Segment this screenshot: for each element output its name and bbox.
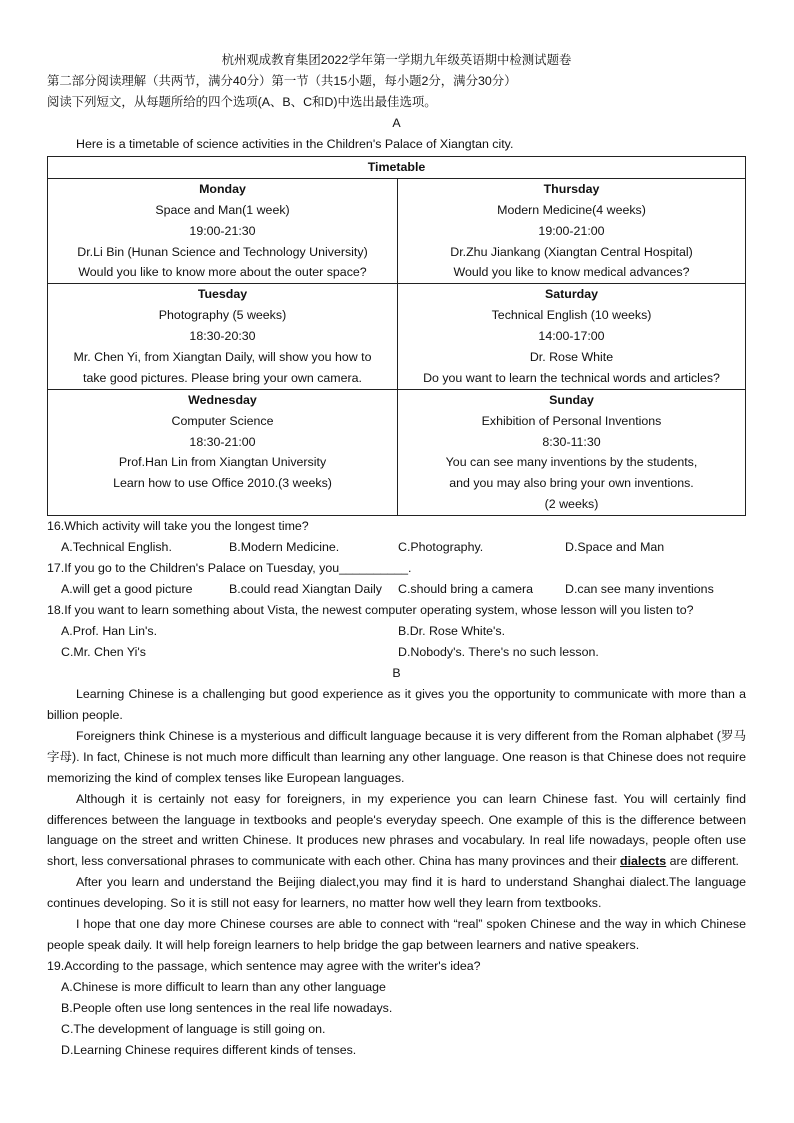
paragraph: Learning Chinese is a challenging but good experience as it gives you the opportunity to communicate with more than a billion people. xyxy=(47,687,746,723)
timetable-row xyxy=(48,178,746,283)
course-time: 18:30-20:30 xyxy=(189,329,256,344)
cell-monday xyxy=(48,178,398,283)
course-title: Space and Man(1 week) xyxy=(155,202,290,217)
option-a: A.Prof. Han Lin's. xyxy=(61,624,158,639)
passage-a-intro: Here is a timetable of science activities in the Children's Palace of Xiangtan city. xyxy=(76,137,514,151)
question-18-stem: 18.If you want to learn something about Vista, the newest computer operating system, whose lesson will you listen to? xyxy=(47,603,694,618)
cell-wednesday xyxy=(48,389,398,515)
option-b: B.People often use long sentences in the real life nowadays. xyxy=(61,1000,393,1015)
paragraph xyxy=(47,789,746,873)
option-b: B.could read Xiangtan Daily xyxy=(229,582,382,597)
day-name: Thursday xyxy=(543,181,600,196)
course-teacher: Dr.Li Bin (Hunan Science and Technology University) xyxy=(77,244,368,259)
course-note: Would you like to know medical advances? xyxy=(453,265,690,280)
option-d: D.Space and Man xyxy=(565,540,665,555)
option-b: B.Modern Medicine. xyxy=(229,540,340,555)
option-c: C.should bring a camera xyxy=(398,582,533,597)
answer-blank: __________. xyxy=(339,561,412,576)
timetable-row xyxy=(48,389,746,515)
course-teacher: Prof.Han Lin from Xiangtan University xyxy=(118,455,327,470)
passage-a-label: A xyxy=(392,116,401,130)
exam-title: 杭州观成教育集团2022学年第一学期九年级英语期中检测试题卷 xyxy=(221,53,572,67)
paragraph-text: are different. xyxy=(666,854,739,869)
option-a: A.Technical English. xyxy=(61,540,172,555)
option-a: A.Chinese is more difficult to learn than any other language xyxy=(61,979,386,994)
course-teacher: Dr. Rose White xyxy=(529,350,614,365)
option-d: D.can see many inventions xyxy=(565,582,714,597)
course-note: take good pictures. Please bring your own camera. xyxy=(83,370,362,385)
course-title: Technical English (10 weeks) xyxy=(491,308,652,323)
course-title: Computer Science xyxy=(171,413,274,428)
course-note: Would you like to know more about the outer space? xyxy=(78,265,367,280)
cell-tuesday xyxy=(48,284,398,389)
cell-thursday xyxy=(398,178,746,283)
question-17-stem xyxy=(47,558,746,579)
day-name: Monday xyxy=(199,181,246,196)
course-title: Exhibition of Personal Inventions xyxy=(481,413,662,428)
timetable-row xyxy=(48,284,746,389)
option-d: D.Learning Chinese requires different kinds of tenses. xyxy=(61,1042,357,1057)
option-c: C.The development of language is still going on. xyxy=(61,1021,326,1036)
question-16-stem: 16.Which activity will take you the longest time? xyxy=(47,519,309,534)
underlined-word: dialects xyxy=(620,854,667,869)
exam-page xyxy=(47,50,746,1061)
option-a: A.will get a good picture xyxy=(61,582,193,597)
timetable xyxy=(47,156,746,516)
option-c: C.Mr. Chen Yi's xyxy=(61,645,146,660)
question-16-options xyxy=(47,537,746,558)
timetable-title: Timetable xyxy=(367,160,426,174)
timetable-title-cell xyxy=(48,157,746,179)
course-title: Modern Medicine(4 weeks) xyxy=(497,202,646,217)
option-b: B.Dr. Rose White's. xyxy=(398,624,506,639)
paragraph: Foreigners think Chinese is a mysterious and difficult language because it is very different from the Roman alphabet (罗马字母). In fact, Chinese is not much more difficult than learning any other language. One reason is that Chinese does not require memorizing the kind of complex tenses like European languages. xyxy=(47,728,746,785)
question-17-text: 17.If you go to the Children's Palace on Tuesday, you xyxy=(47,561,340,576)
cell-saturday xyxy=(398,284,746,389)
section-heading: 第二部分阅读理解（共两节，满分40分）第一节（共15小题，每小题2分，满分30分） xyxy=(47,74,517,88)
course-note: and you may also bring your own inventions. xyxy=(449,476,694,491)
course-time: 8:30-11:30 xyxy=(542,434,601,449)
course-note: Learn how to use Office 2010.(3 weeks) xyxy=(113,476,332,491)
course-note: Do you want to learn the technical words and articles? xyxy=(423,370,720,385)
day-name: Wednesday xyxy=(188,392,257,407)
day-name: Tuesday xyxy=(197,287,248,302)
course-time: 14:00-17:00 xyxy=(538,329,605,344)
question-19-stem: 19.According to the passage, which sentence may agree with the writer's idea? xyxy=(47,958,481,973)
course-note: You can see many inventions by the students, xyxy=(445,455,698,470)
course-time: 18:30-21:00 xyxy=(189,434,256,449)
paragraph-text: Although it is certainly not easy for foreigners, in my experience you can learn Chinese fast. You will certainly find differences between the language in textbooks and people's everyday speech. One example of this is the difference between language on the street and written Chinese. It produces new phrases and vocabulary. In real life nowadays, people often use short, less conversational phrases to communicate with each other. China has many provinces and their xyxy=(47,791,746,869)
course-time: 19:00-21:30 xyxy=(189,223,256,238)
option-c: C.Photography. xyxy=(398,540,484,555)
cell-sunday xyxy=(398,389,746,515)
option-d: D.Nobody's. There's no such lesson. xyxy=(398,645,599,660)
course-duration: (2 weeks) xyxy=(544,497,599,512)
question-18-options-row1 xyxy=(47,621,746,642)
course-teacher: Dr.Zhu Jiankang (Xiangtan Central Hospital) xyxy=(450,244,693,259)
day-name: Saturday xyxy=(544,287,599,302)
course-teacher: Mr. Chen Yi, from Xiangtan Daily, will show you how to xyxy=(73,350,372,365)
instruction-text: 阅读下列短文，从每题所给的四个选项(A、B、C和D)中选出最佳选项。 xyxy=(47,95,437,109)
course-title: Photography (5 weeks) xyxy=(158,308,287,323)
passage-b-label: B xyxy=(392,666,401,681)
question-18-options-row2 xyxy=(47,642,746,663)
paragraph: After you learn and understand the Beijing dialect,you may find it is hard to understand Shanghai dialect.The language continues developing. So it is still not easy for learners, no matter how well they learn from textbooks. xyxy=(47,875,746,911)
question-17-options xyxy=(47,579,746,600)
course-time: 19:00-21:00 xyxy=(538,223,605,238)
paragraph: I hope that one day more Chinese courses are able to connect with “real” spoken Chinese and the way in which Chinese people speak daily. It will help foreign learners to help bridge the gap between learners and native speakers. xyxy=(47,917,746,953)
day-name: Sunday xyxy=(549,392,594,407)
